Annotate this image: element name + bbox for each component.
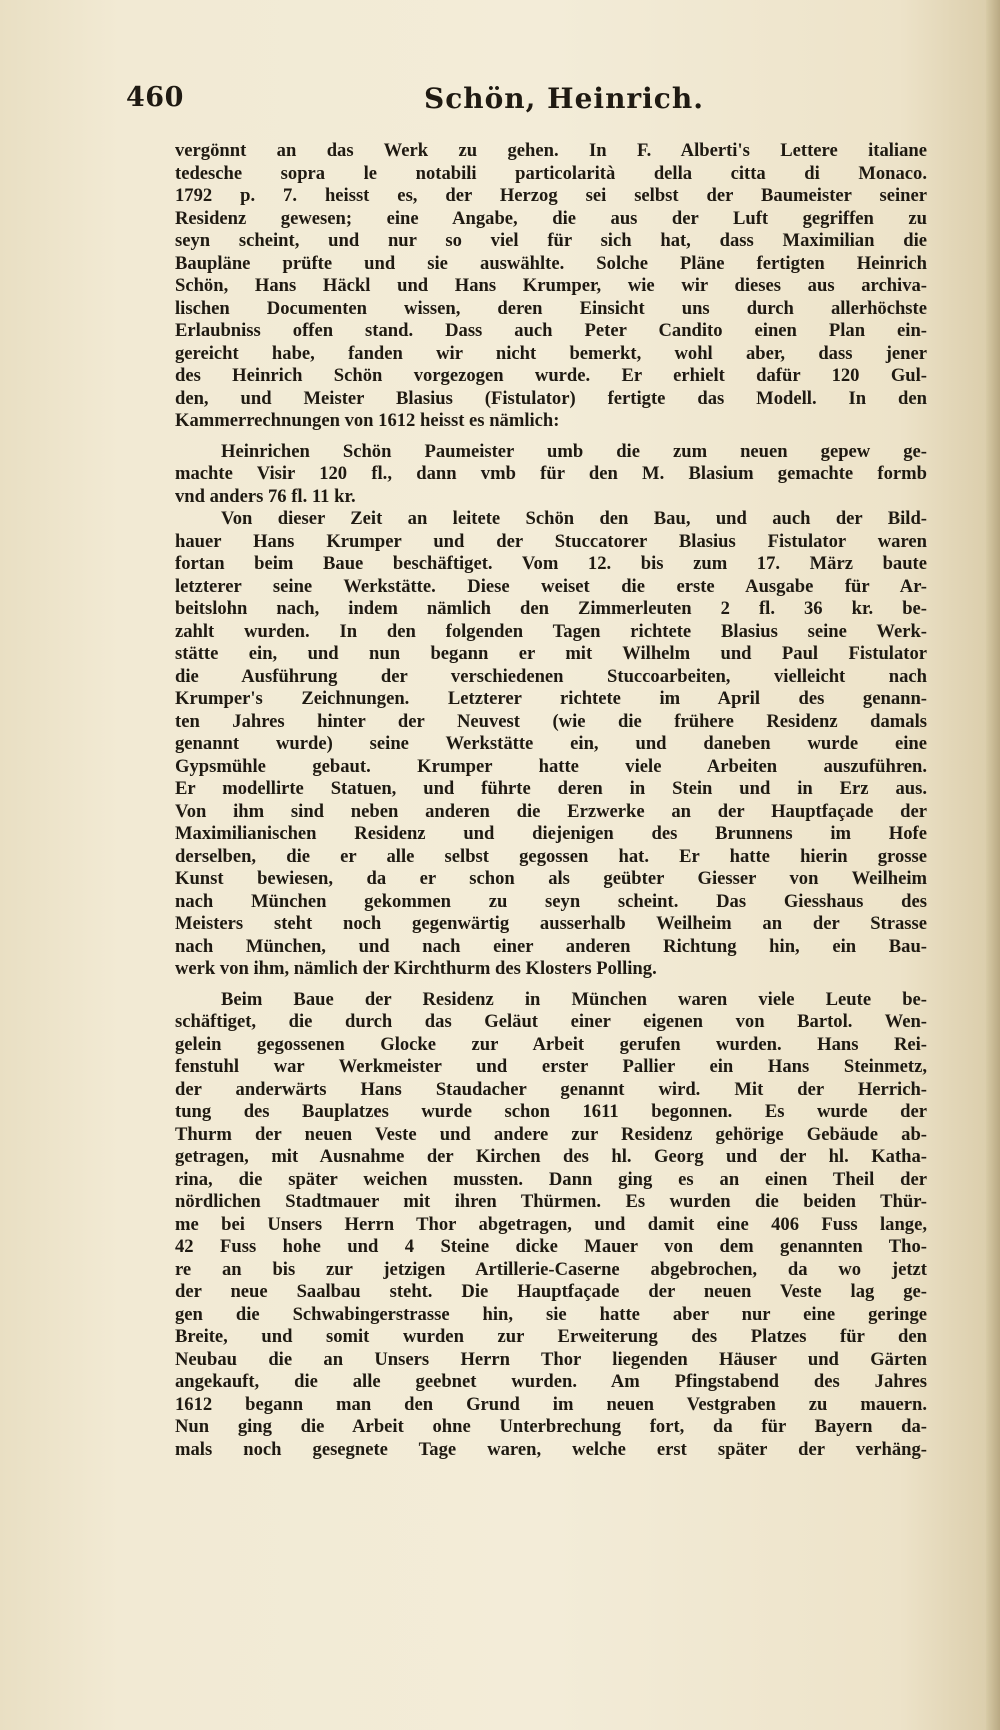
text-line: vergönnt an das Werk zu gehen. In F. Alberti's Lettere italiane <box>175 140 927 161</box>
text-line: gen die Schwabingerstrasse hin, sie hatte aber nur eine geringe <box>175 1303 927 1325</box>
page-header <box>126 82 926 122</box>
text-line: Von dieser Zeit an leitete Schön den Bau, und auch der Bild- <box>221 508 927 529</box>
text-line: hauer Hans Krumper und der Stuccatorer Blasius Fistulator waren <box>175 530 927 552</box>
text-line: Kammerrechnungen von 1612 heisst es nämlich: <box>175 410 560 431</box>
text-line: gelein gegossenen Glocke zur Arbeit gerufen wurden. Hans Rei- <box>175 1033 927 1055</box>
text-line: Von ihm sind neben anderen die Erzwerke an der Hauptfaçade der <box>175 800 927 822</box>
text-line: fortan beim Baue beschäftiget. Vom 12. bis zum 17. März baute <box>175 553 927 574</box>
text-line: des Heinrich Schön vorgezogen wurde. Er erhielt dafür 120 Gul- <box>175 365 927 386</box>
text-line: Kunst bewiesen, da er schon als geübter Giesser von Weilheim <box>175 868 927 889</box>
paragraph-2 <box>175 441 927 509</box>
text-line: machte Visir 120 fl., dann vmb für den M. Blasium gemachte formb <box>175 463 927 484</box>
text-line: Thurm der neuen Veste und andere zur Residenz gehörige Gebäude ab- <box>175 1123 927 1145</box>
text-line: Baupläne prüfte und sie auswählte. Solche Pläne fertigten Heinrich <box>175 252 927 274</box>
text-line: Erlaubniss offen stand. Dass auch Peter Candito einen Plan ein- <box>175 320 927 341</box>
running-title: Schön, Heinrich. <box>424 82 704 115</box>
body-text <box>175 140 927 1461</box>
text-line: zahlt wurden. In den folgenden Tagen richtete Blasius seine Werk- <box>175 620 927 642</box>
text-line: Schön, Hans Häckl und Hans Krumper, wie wir dieses aus archiva- <box>175 275 927 296</box>
text-line: rina, die später weichen mussten. Dann ging es an einen Theil der <box>175 1168 927 1190</box>
text-line: getragen, mit Ausnahme der Kirchen des hl. Georg und der hl. Katha- <box>175 1146 927 1167</box>
text-line: schäftiget, die durch das Geläut einer eigenen von Bartol. Wen- <box>175 1011 927 1032</box>
text-line: der neue Saalbau steht. Die Hauptfaçade der neuen Veste lag ge- <box>175 1281 927 1302</box>
text-line: Krumper's Zeichnungen. Letzterer richtete im April des genann- <box>175 688 927 709</box>
text-line: Meisters steht noch gegenwärtig ausserhalb Weilheim an der Strasse <box>175 913 927 934</box>
text-line: ten Jahres hinter der Neuvest (wie die frühere Residenz damals <box>175 710 927 732</box>
page-edge-shadow <box>986 0 1000 1730</box>
paragraph-3 <box>175 508 927 981</box>
paragraph-1 <box>175 140 927 433</box>
text-line: tung des Bauplatzes wurde schon 1611 begonnen. Es wurde der <box>175 1101 927 1122</box>
text-line: Beim Baue der Residenz in München waren viele Leute be- <box>221 988 927 1010</box>
text-line: der anderwärts Hans Staudacher genannt wird. Mit der Herrich- <box>175 1078 927 1100</box>
text-line: derselben, die er alle selbst gegossen hat. Er hatte hierin grosse <box>175 845 927 867</box>
text-line: Nun ging die Arbeit ohne Unterbrechung fort, da für Bayern da- <box>175 1416 927 1437</box>
text-line: Gypsmühle gebaut. Krumper hatte viele Arbeiten auszuführen. <box>175 755 927 777</box>
text-line: Heinrichen Schön Paumeister umb die zum neuen gepew ge- <box>221 440 927 462</box>
text-line: vnd anders 76 fl. 11 kr. <box>175 485 356 507</box>
text-line: letzterer seine Werkstätte. Diese weiset die erste Ausgabe für Ar- <box>175 575 927 597</box>
text-line: 1612 begann man den Grund im neuen Vestgraben zu mauern. <box>175 1393 927 1415</box>
text-line: Neubau die an Unsers Herrn Thor liegenden Häuser und Gärten <box>175 1348 927 1370</box>
text-line: re an bis zur jetzigen Artillerie-Caserne abgebrochen, da wo jetzt <box>175 1258 927 1280</box>
text-line: Er modellirte Statuen, und führte deren in Stein und in Erz aus. <box>175 778 927 799</box>
text-line: nach München gekommen zu seyn scheint. Das Giesshaus des <box>175 890 927 912</box>
text-line: 1792 p. 7. heisst es, der Herzog sei selbst der Baumeister seiner <box>175 185 927 206</box>
text-line: mals noch gesegnete Tage waren, welche erst später der verhäng- <box>175 1438 927 1460</box>
text-line: fenstuhl war Werkmeister und erster Pallier ein Hans Steinmetz, <box>175 1056 927 1077</box>
text-line: Maximilianischen Residenz und diejenigen des Brunnens im Hofe <box>175 823 927 844</box>
text-line: Breite, und somit wurden zur Erweiterung des Platzes für den <box>175 1326 927 1347</box>
text-line: werk von ihm, nämlich der Kirchthurm des Klosters Polling. <box>175 958 657 979</box>
text-line: me bei Unsers Herrn Thor abgetragen, und damit eine 406 Fuss lange, <box>175 1213 927 1235</box>
text-line: lischen Documenten wissen, deren Einsicht uns durch allerhöchste <box>175 297 927 319</box>
text-line: angekauft, die alle geebnet wurden. Am Pfingstabend des Jahres <box>175 1371 927 1392</box>
text-line: Residenz gewesen; eine Angabe, die aus der Luft gegriffen zu <box>175 207 927 229</box>
text-line: 42 Fuss hohe und 4 Steine dicke Mauer von dem genannten Tho- <box>175 1236 927 1257</box>
text-line: nach München, und nach einer anderen Richtung hin, ein Bau- <box>175 935 927 957</box>
text-line: stätte ein, und nun begann er mit Wilhelm und Paul Fistulator <box>175 643 927 664</box>
paragraph-4 <box>175 989 927 1462</box>
text-line: die Ausführung der verschiedenen Stuccoarbeiten, vielleicht nach <box>175 665 927 687</box>
page-number: 460 <box>126 82 184 113</box>
text-line: seyn scheint, und nur so viel für sich hat, dass Maximilian die <box>175 230 927 251</box>
text-line: beitslohn nach, indem nämlich den Zimmerleuten 2 fl. 36 kr. be- <box>175 598 927 619</box>
text-line: tedesche sopra le notabili particolarità della citta di Monaco. <box>175 162 927 184</box>
text-line: genannt wurde) seine Werkstätte ein, und daneben wurde eine <box>175 733 927 754</box>
text-line: den, und Meister Blasius (Fistulator) fertigte das Modell. In den <box>175 387 927 409</box>
text-line: nördlichen Stadtmauer mit ihren Thürmen. Es wurden die beiden Thür- <box>175 1191 927 1212</box>
text-line: gereicht habe, fanden wir nicht bemerkt, wohl aber, dass jener <box>175 342 927 364</box>
